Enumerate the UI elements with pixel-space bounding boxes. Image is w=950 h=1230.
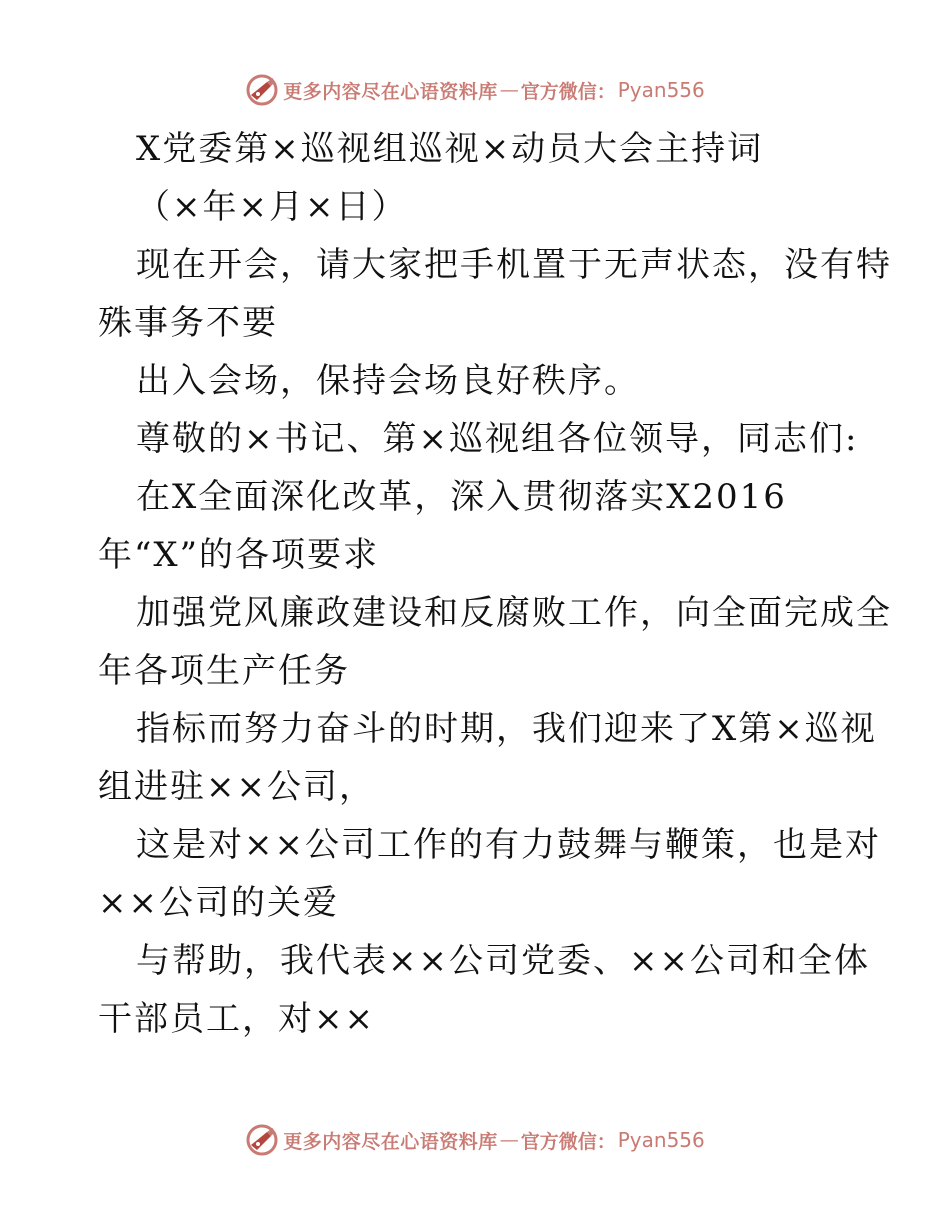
header-watermark <box>0 70 950 110</box>
document-title: X党委第×巡视组巡视×动员大会主持词 <box>136 129 764 169</box>
watermark-dash: — <box>499 79 519 101</box>
watermark-wechat-label: 官方微信： <box>520 80 616 103</box>
paragraph-line: 干部员工，对×× <box>98 999 375 1039</box>
paragraph-line: 指标而努力奋斗的时期，我们迎来了X第×巡视 <box>136 709 877 749</box>
watermark-wechat-id: Pyan556 <box>617 78 705 102</box>
paragraph-line: 这是对××公司工作的有力鼓舞与鞭策，也是对 <box>136 825 881 865</box>
paragraph-line: 加强党风廉政建设和反腐败工作，向全面完成全 <box>136 593 892 633</box>
paragraph-line: 年各项生产任务 <box>98 651 350 691</box>
pen-nib-logo-icon <box>245 73 279 107</box>
pen-nib-logo-icon <box>245 1123 279 1157</box>
paragraph-line: 出入会场，保持会场良好秩序。 <box>136 361 640 401</box>
document-date: （×年×月×日） <box>136 187 408 227</box>
paragraph-line: 尊敬的×书记、第×巡视组各位领导，同志们: <box>136 419 859 459</box>
document-body <box>98 120 892 1048</box>
paragraph-line: 现在开会，请大家把手机置于无声状态，没有特 <box>136 245 892 285</box>
paragraph-line: 年“X”的各项要求 <box>98 535 379 575</box>
paragraph-line: 组进驻××公司， <box>98 767 375 807</box>
paragraph-line: 与帮助，我代表××公司党委、××公司和全体 <box>136 941 870 981</box>
watermark-wechat-label: 官方微信： <box>520 1130 616 1153</box>
footer-watermark <box>0 1120 950 1160</box>
watermark-dash: — <box>499 1129 519 1151</box>
paragraph-line: 殊事务不要 <box>98 303 278 343</box>
watermark-wechat-id: Pyan556 <box>617 1128 705 1152</box>
paragraph-line: 在X全面深化改革，深入贯彻落实X2016 <box>136 477 787 517</box>
paragraph-line: ××公司的关爱 <box>98 883 339 923</box>
watermark-site-text: 更多内容尽在心语资料库 <box>283 80 498 103</box>
watermark-site-text: 更多内容尽在心语资料库 <box>283 1130 498 1153</box>
